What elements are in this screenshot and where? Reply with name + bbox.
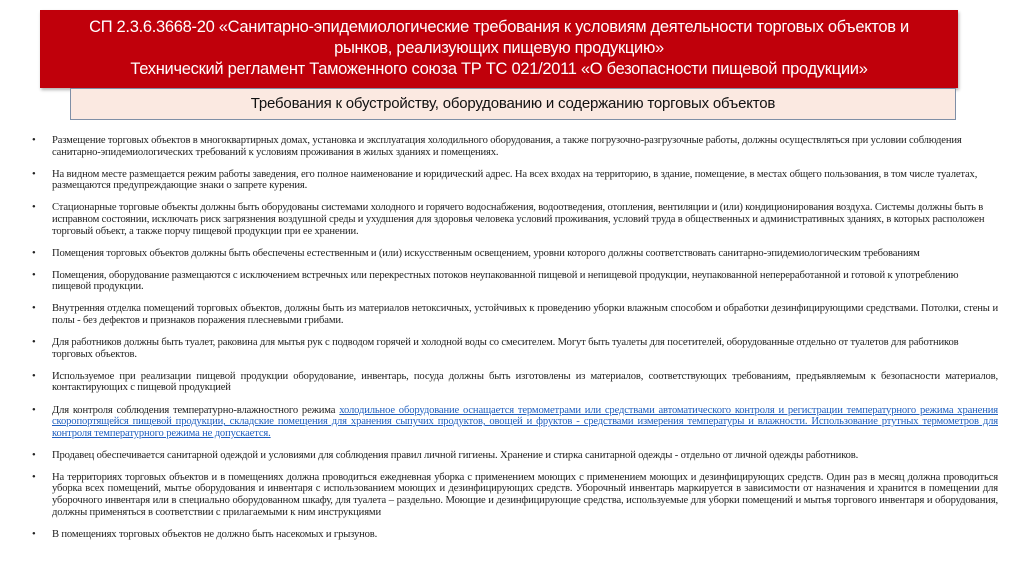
title-line-2: рынков, реализующих пищевую продукцию»	[334, 39, 664, 57]
bullet-icon: •	[32, 404, 36, 416]
bullet-icon: •	[32, 303, 36, 315]
list-item	[28, 169, 998, 192]
slide-subtitle: Требования к обустройству, оборудованию и содержанию торговых объектов	[70, 88, 956, 120]
item-text: На территориях торговых объектов и в помещениях должна проводиться ежедневная уборка с применением моющих с применением моющих и дезинфицирующих средств. Один раз в месяц должна проводиться уборка всех помещений, мытье оборудования и инвентаря с использованием моющих и дезинфицирующих средств. Уборочный инвентарь маркируется в зависимости от назначения и хранится в помещении для уборочного инвентаря или в специально оборудованном шкафу, для туалета – раздельно. Моющие и дезинфицирующие средства, используемые для уборки помещений и мытья торгового инвентаря и оборудования, должны применяться в соответствии с прилагаемыми к ним инструкциями	[52, 471, 998, 518]
item-text: На видном месте размещается режим работы заведения, его полное наименование и юридический адрес. На всех входах на территорию, в здание, помещение, в местах общего пользования, в том числе туалетах, размещаются предупреждающие знаки о запрете курения.	[52, 168, 978, 192]
bullet-icon: •	[32, 247, 36, 259]
item-text: Для контроля соблюдения температурно-влажностного режима	[52, 404, 340, 416]
list-item	[28, 202, 998, 237]
item-text: Продавец обеспечивается санитарной одеждой и условиями для соблюдения правил личной гигиены. Хранение и стирка санитарной одежды - отдельно от личной одежды работников.	[52, 449, 859, 461]
bullet-icon: •	[32, 269, 36, 281]
item-text: Используемое при реализации пищевой продукции оборудование, инвентарь, посуда должны быть изготовлены из материалов, соответствующих требованиям, предъявляемым к безопасности материалов, контактирующих с пищевой продукцией	[52, 370, 998, 394]
slide-title	[40, 10, 958, 88]
bullet-icon: •	[32, 337, 36, 349]
item-text: Размещение торговых объектов в многоквартирных домах, установка и эксплуатация холодильного оборудования, а также погрузочно-разгрузочные работы, должны осуществляться при условии соблюдения санитарно-эпидемиологических требований к условиям проживания в жилых зданиях и помещениях.	[52, 135, 962, 158]
list-item	[28, 270, 998, 293]
item-text: Внутренняя отделка помещений торговых объектов, должны быть из материалов нетоксичных, устойчивых к проведению уборки влажным способом и обработки дезинфицирующими средствами. Потолки, стены и полы - без дефектов и признаков поражения плесневыми грибами.	[52, 303, 998, 327]
list-item	[28, 450, 998, 462]
bullet-icon: •	[32, 528, 36, 540]
item-text: Для работников должны быть туалет, раковина для мытья рук с подводом горячей и холодной воды со смесителем. Могут быть туалеты для посетителей, оборудованные отдельно от туалетов для работников торговых объектов.	[52, 337, 959, 360]
list-item	[28, 472, 998, 518]
item-text: Стационарные торговые объекты должны быть оборудованы системами холодного и горячего водоснабжения, водоотведения, отопления, вентиляции и (или) кондиционирования воздуха. Системы должны быть в исправном состоянии, исключать риск загрязнения воздушной среды и ухудшения для здоровья человека условий проживания, условий труда в общественных и административных зданиях, в которых расположен торговый объект, а также порчу пищевой продукции при ее хранении.	[52, 202, 985, 237]
list-item	[28, 248, 998, 260]
bullet-icon: •	[32, 449, 36, 461]
bullet-icon: •	[32, 135, 36, 146]
bullet-icon: •	[32, 168, 36, 180]
list-item	[28, 135, 998, 158]
requirements-list	[28, 135, 998, 551]
temperature-control-link[interactable]: холодильное оборудование оснащается термометрами или средствами автоматического контроля и регистрации температурного режима хранения скоропортящейся пищевой продукции, складские помещения для хранения сыпучих продуктов, овощей и фруктов - средствами измерения температуры и влажности. Использование ртутных термометров для контроля температурного режима не допускается.	[52, 404, 998, 439]
bullet-icon: •	[32, 202, 36, 214]
list-item	[28, 337, 998, 360]
title-line-1: СП 2.3.6.3668-20 «Санитарно-эпидемиологические требования к условиям деятельности торговых объектов и	[89, 18, 909, 36]
list-item	[28, 371, 998, 394]
bullet-icon: •	[32, 471, 36, 483]
bullet-icon: •	[32, 370, 36, 382]
title-line-3: Технический регламент Таможенного союза ТР ТС 021/2011 «О безопасности пищевой продукции»	[130, 60, 868, 78]
item-text: Помещения торговых объектов должны быть обеспечены естественным и (или) искусственным освещением, уровни которого должны соответствовать санитарно-эпидемиологическим требованиям	[52, 247, 920, 259]
list-item	[28, 303, 998, 326]
item-text: Помещения, оборудование размещаются с исключением встречных или перекрестных потоков неупакованной пищевой и непищевой продукции, неупакованной непереработанной и готовой к употреблению пищевой продукции.	[52, 269, 959, 293]
item-text: В помещениях торговых объектов не должно быть насекомых и грызунов.	[52, 528, 378, 540]
list-item	[28, 529, 998, 541]
list-item	[28, 405, 998, 440]
